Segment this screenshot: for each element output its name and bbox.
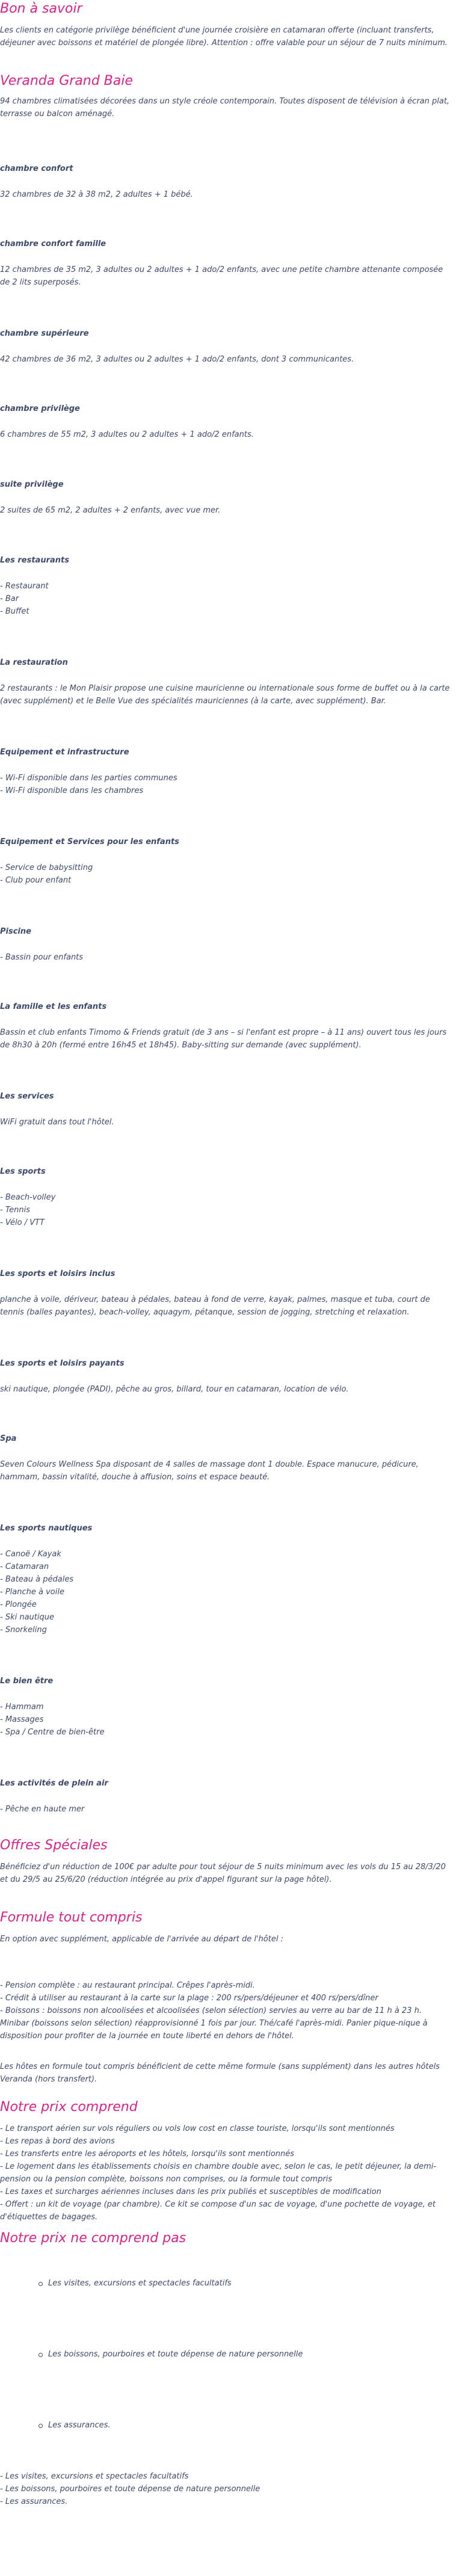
- sports-inclus-title: Les sports et loisirs inclus: [0, 1269, 116, 1278]
- list-item: - Planche à voile: [0, 1588, 64, 1597]
- list-item: - Pension complète : au restaurant principal. Crêpes l'après-midi.: [0, 1981, 255, 1990]
- bon-a-savoir-title: Bon à savoir: [0, 1, 82, 16]
- list-item: - Bateau à pédales: [0, 1575, 74, 1584]
- list-item: - Massages: [0, 1715, 44, 1724]
- list-item: - Hammam: [0, 1702, 44, 1712]
- sports-payants-title: Les sports et loisirs payants: [0, 1359, 125, 1368]
- list-item: - Crédit à utiliser au restaurant à la carte sur la plage : 200 rs/pers/déjeuner et 400 rs/pers/dîner: [0, 1994, 378, 2003]
- services-enfants-list: [0, 861, 450, 887]
- services-text: WiFi gratuit dans tout l'hôtel.: [0, 1118, 114, 1127]
- prix-ne-comprend-title: Notre prix ne comprend pas: [0, 2231, 186, 2246]
- restaurants-list: [0, 580, 450, 618]
- prix-comprend-title: Notre prix comprend: [0, 2100, 138, 2115]
- sports-list: [0, 1191, 450, 1229]
- room-title-confort-famille: chambre confort famille: [0, 239, 106, 248]
- piscine-title: Piscine: [0, 927, 31, 936]
- list-item: - Canoë / Kayak: [0, 1550, 61, 1559]
- room-title-superieure: chambre supérieure: [0, 329, 89, 338]
- room-text-superieure: 42 chambres de 36 m2, 3 adultes ou 2 adultes + 1 ado/2 enfants, dont 3 communicantes.: [0, 355, 354, 364]
- piscine-list: [0, 951, 450, 964]
- list-item: - Le logement dans les établissements choisis en chambre double avec, selon le cas, le petit déjeuner, la demi-pension ou la pension complète, boissons non comprises, ou la formule tout compris: [0, 2162, 437, 2184]
- services-enfants-title: Equipement et Services pour les enfants: [0, 837, 179, 846]
- room-text-confort: 32 chambres de 32 à 38 m2, 2 adultes + 1 bébé.: [0, 190, 193, 199]
- list-item: - Spa / Centre de bien-être: [0, 1728, 105, 1737]
- spa-text: Seven Colours Wellness Spa disposant de 4 salles de massage dont 1 double. Espace manucure, pédicure, hammam, bassin vitalité, douche à affusion, soins et espace beauté.: [0, 1460, 419, 1482]
- room-text-suite: 2 suites de 65 m2, 2 adultes + 2 enfants, avec vue mer.: [0, 506, 221, 515]
- room-text-privilege: 6 chambres de 55 m2, 3 adultes ou 2 adultes + 1 ado/2 enfants.: [0, 430, 254, 439]
- list-item: - Le transport aérien sur vols réguliers ou vols low cost en classe touriste, lorsqu'ils sont mentionnés: [0, 2124, 395, 2133]
- prix-ne-comprend-circle-list-1: [0, 2278, 450, 2290]
- sports-title: Les sports: [0, 1167, 46, 1176]
- sports-inclus-text: planche à voile, dériveur, bateau à pédales, bateau à fond de verre, kayak, palmes, masque et tuba, court de tennis (balles payantes), beach-volley, aquagym, pétanque, session de jogging, stretching et relaxation.: [0, 1295, 430, 1317]
- list-item: - Les boissons, pourboires et toute dépense de nature personnelle: [0, 2485, 260, 2494]
- list-item: - Bassin pour enfants: [0, 953, 84, 962]
- bien-etre-list: [0, 1701, 450, 1739]
- list-item: Les assurances.: [0, 2420, 450, 2432]
- list-item: - Catamaran: [0, 1562, 49, 1571]
- list-item: - Plongée: [0, 1600, 37, 1609]
- prix-ne-comprend-circle-list-2: [0, 2349, 450, 2361]
- list-item: - Club pour enfant: [0, 876, 72, 885]
- list-item: - Les assurances.: [0, 2497, 68, 2506]
- list-item: Les visites, excursions et spectacles facultatifs: [0, 2278, 450, 2290]
- list-item: - Les transferts entre les aéroports et les hôtels, lorsqu'ils sont mentionnés: [0, 2149, 295, 2158]
- list-item: - Boissons : boissons non alcoolisées et alcoolisées (selon sélection) servies au verre au bar de 11 h à 23 h. Minibar (boissons selon sélection) réapprovisionné 1 fois par jour. Thé/café l'après-midi. Panier pique-nique à disposition pour profiter de la journée en toute liberté en dehors de l'hôtel.: [0, 2006, 428, 2041]
- prix-ne-comprend-circle-list-3: [0, 2420, 450, 2432]
- room-title-privilege: chambre privilège: [0, 404, 80, 413]
- sports-payants-text: ski nautique, plongée (PADI), pêche au gros, billard, tour en catamaran, location de vélo.: [0, 1385, 349, 1394]
- list-item: Les boissons, pourboires et toute dépense de nature personnelle: [0, 2349, 450, 2361]
- list-item: - Snorkeling: [0, 1625, 47, 1635]
- sports-nautiques-title: Les sports nautiques: [0, 1524, 93, 1533]
- list-item: - Service de babysitting: [0, 863, 93, 872]
- list-item: - Restaurant: [0, 582, 49, 591]
- offres-text: Bénéficiez d'un réduction de 100€ par adulte pour tout séjour de 5 nuits minimum avec les vols du 15 au 28/3/20 et du 29/5 au 25/6/20 (réduction intégrée au prix d'appel figurant sur la page hôtel).: [0, 1863, 446, 1884]
- room-title-confort: chambre confort: [0, 164, 73, 173]
- room-text-confort-famille: 12 chambres de 35 m2, 3 adultes ou 2 adultes + 1 ado/2 enfants, avec une petite chambre attenante composée de 2 lits superposés.: [0, 265, 443, 287]
- formule-list: [0, 1979, 450, 2042]
- services-title: Les services: [0, 1092, 54, 1101]
- famille-text: Bassin et club enfants Timomo & Friends gratuit (de 3 ans – si l'enfant est propre – à 11 ans) ouvert tous les jours de 8h30 à 20h (fermé entre 16h45 et 18h45). Baby-sitting sur demande (avec supplément).: [0, 1028, 447, 1050]
- list-item: - Vélo / VTT: [0, 1218, 45, 1227]
- list-item: - Les visites, excursions et spectacles facultatifs: [0, 2472, 189, 2481]
- restaurants-title: Les restaurants: [0, 556, 69, 565]
- list-item: - Buffet: [0, 607, 29, 616]
- list-item: - Les repas à bord des avions: [0, 2137, 115, 2146]
- plein-air-title: Les activités de plein air: [0, 1779, 108, 1788]
- room-title-suite: suite privilège: [0, 480, 64, 489]
- formule-note: Les hôtes en formule tout compris bénéficient de cette même formule (sans supplément) dans les autres hôtels Veranda (hors transfert).: [0, 2062, 440, 2084]
- formule-title: Formule tout compris: [0, 1910, 143, 1925]
- prix-comprend-list: [0, 2122, 450, 2223]
- equipement-list: [0, 772, 450, 797]
- restauration-title: La restauration: [0, 658, 68, 667]
- hotel-title: Veranda Grand Baie: [0, 73, 133, 88]
- list-item: - Wi-Fi disponible dans les parties communes: [0, 774, 177, 783]
- famille-title: La famille et les enfants: [0, 1002, 107, 1011]
- list-item: - Wi-Fi disponible dans les chambres: [0, 786, 144, 795]
- plein-air-list: [0, 1803, 450, 1816]
- bien-etre-title: Le bien être: [0, 1677, 54, 1686]
- formule-intro: En option avec supplément, applicable de l'arrivée au départ de l'hôtel :: [0, 1935, 283, 1944]
- restauration-text: 2 restaurants : le Mon Plaisir propose une cuisine mauricienne ou internationale sous forme de buffet ou à la carte (avec supplément) et le Belle Vue des spécialités mauriciennes (à la carte, avec supplément). Bar.: [0, 684, 450, 706]
- list-item: - Bar: [0, 594, 19, 603]
- bon-a-savoir-text: Les clients en catégorie privilège bénéficient d'une journée croisière en catamaran offerte (incluant transferts, déjeuner avec boissons et matériel de plongée libre). Attention : offre valable pour un séjour de 7 nuits minimum.: [0, 26, 448, 48]
- list-item: - Beach-volley: [0, 1193, 56, 1202]
- offres-title: Offres Spéciales: [0, 1838, 108, 1853]
- list-item: - Tennis: [0, 1206, 31, 1215]
- list-item: - Offert : un kit de voyage (par chambre). Ce kit se compose d'un sac de voyage, d'une pochette de voyage, et d'étiquettes de bagages.: [0, 2200, 436, 2222]
- list-item: - Ski nautique: [0, 1613, 54, 1622]
- list-item: - Les taxes et surcharges aériennes incluses dans les prix publiés et susceptibles de modification: [0, 2187, 381, 2196]
- sports-nautiques-list: [0, 1548, 450, 1636]
- equipement-title: Equipement et infrastructure: [0, 748, 129, 757]
- spa-title: Spa: [0, 1434, 17, 1443]
- hotel-intro: 94 chambres climatisées décorées dans un style créole contemporain. Toutes disposent de télévision à écran plat, terrasse ou balcon aménagé.: [0, 97, 450, 119]
- prix-ne-comprend-list: [0, 2470, 450, 2508]
- list-item: - Pêche en haute mer: [0, 1805, 85, 1814]
